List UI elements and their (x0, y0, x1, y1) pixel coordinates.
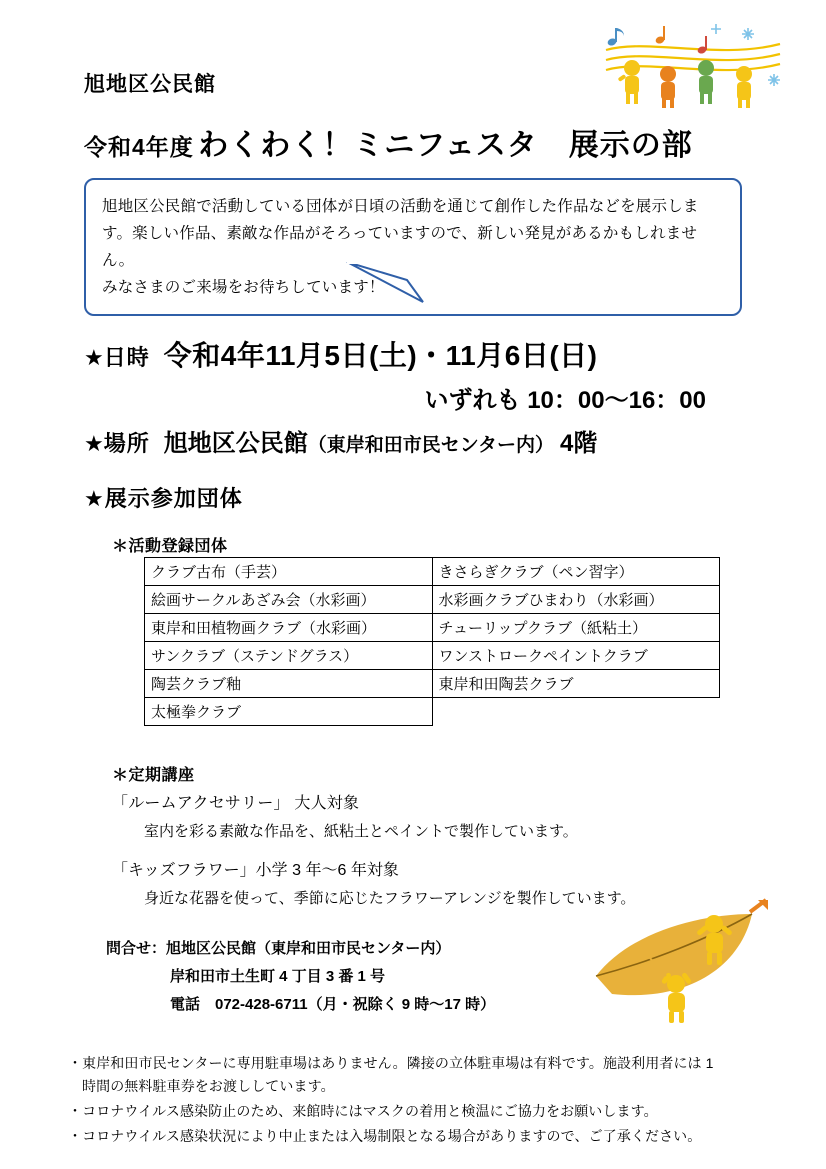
balloon-line-1: 旭地区公民館で活動している団体が日頃の活動を通じて創作した作品などを展示しま (102, 198, 699, 215)
group-cell: きさらぎクラブ（ペン習字） (432, 558, 720, 586)
title-year: 令和4年度 (84, 134, 194, 160)
note-item (68, 1100, 768, 1123)
table-row (145, 670, 720, 698)
leaf-kids-decoration-icon (590, 898, 770, 1028)
course-2-title: 「キッズフラワー」小学 3 年〜6 年対象 (112, 862, 399, 879)
registered-groups-subheading: ＊活動登録団体 (112, 538, 228, 555)
group-cell: クラブ古布（手芸） (145, 558, 433, 586)
contact-line-1: 問合せ：旭地区公民館（東岸和田市民センター内） (106, 940, 451, 957)
course-1-title: 「ルームアクセサリー」 大人対象 (112, 795, 360, 812)
place-label: 場所 (103, 431, 150, 456)
groups-heading: ★展示参加団体 (84, 486, 243, 511)
group-cell-empty (432, 698, 720, 726)
page-title (84, 120, 693, 164)
event-date-row (84, 334, 784, 374)
course-2-description: 身近な花器を使って、季節に応じたフラワーアレンジを製作しています。 (144, 890, 636, 907)
group-cell: ワンストロークペイントクラブ (432, 642, 720, 670)
place-star-icon: ★ (84, 431, 104, 456)
note-item (68, 1052, 768, 1098)
contact-line-2: 岸和田市土生町 4 丁目 3 番 1 号 (170, 967, 386, 985)
place-value: 旭地区公民館 (163, 430, 308, 457)
group-cell: 水彩画クラブひまわり（水彩画） (432, 586, 720, 614)
group-cell: 東岸和田植物画クラブ（水彩画） (145, 614, 433, 642)
event-info (84, 334, 784, 462)
place-detail: （東岸和田市民センター内） (307, 435, 554, 456)
contact-line-3: 電話 072-428-6711（月・祝除く 9 時〜17 時） (170, 995, 496, 1013)
group-cell: サンクラブ（ステンドグラス） (145, 642, 433, 670)
table-row (145, 642, 720, 670)
footer-notes (68, 1052, 768, 1150)
group-cell: 太極拳クラブ (145, 698, 433, 726)
contact-block (106, 935, 495, 1018)
group-cell: 東岸和田陶芸クラブ (432, 670, 720, 698)
date-star-icon: ★ (84, 345, 104, 370)
group-cell: チューリップクラブ（紙粘土） (432, 614, 720, 642)
date-value: 令和4年11月5日(土)・11月6日(日) (163, 340, 598, 371)
event-place-row (84, 423, 784, 458)
table-row (145, 614, 720, 642)
table-row (145, 558, 720, 586)
music-kids-decoration-icon (598, 20, 788, 110)
table-row (145, 586, 720, 614)
note-text: ・コロナウイルス感染防止のため、来館時にはマスクの着用と検温にご協力をお願いします。 (68, 1103, 658, 1120)
table-row (145, 698, 720, 726)
groups-table (144, 557, 720, 726)
date-label: 日時 (103, 345, 150, 370)
balloon-line-2: す。楽しい作品、素敵な作品がそろっていますので、新しい発見があるかもしれません。 (102, 225, 698, 270)
note-item (68, 1125, 768, 1148)
note-text: ・東岸和田市民センターに専用駐車場はありません。隣接の立体駐車場は有料です。施設利用者には 1 (68, 1055, 714, 1071)
balloon-tail-icon (345, 262, 435, 312)
date-time-value: いずれも 10：00〜16：00 (424, 387, 706, 414)
group-cell: 陶芸クラブ釉 (145, 670, 433, 698)
group-cell: 絵画サークルあざみ会（水彩画） (145, 586, 433, 614)
note-text-continued: 時間の無料駐車券をお渡ししています。 (82, 1078, 335, 1095)
note-text: ・コロナウイルス感染状況により中止または入場制限となる場合がありますので、ご了承ください。 (68, 1128, 702, 1145)
balloon-line-3: みなさまのご来場をお待ちしています！ (102, 279, 385, 297)
course-1-description: 室内を彩る素敵な作品を、紙粘土とペイントで製作しています。 (144, 823, 578, 840)
title-main: わくわく！ミニフェスタ 展示の部 (198, 129, 693, 162)
place-floor: 4階 (560, 430, 598, 457)
courses-subheading: ＊定期講座 (112, 767, 195, 784)
organization-name: 旭地区公民館 (84, 73, 216, 96)
